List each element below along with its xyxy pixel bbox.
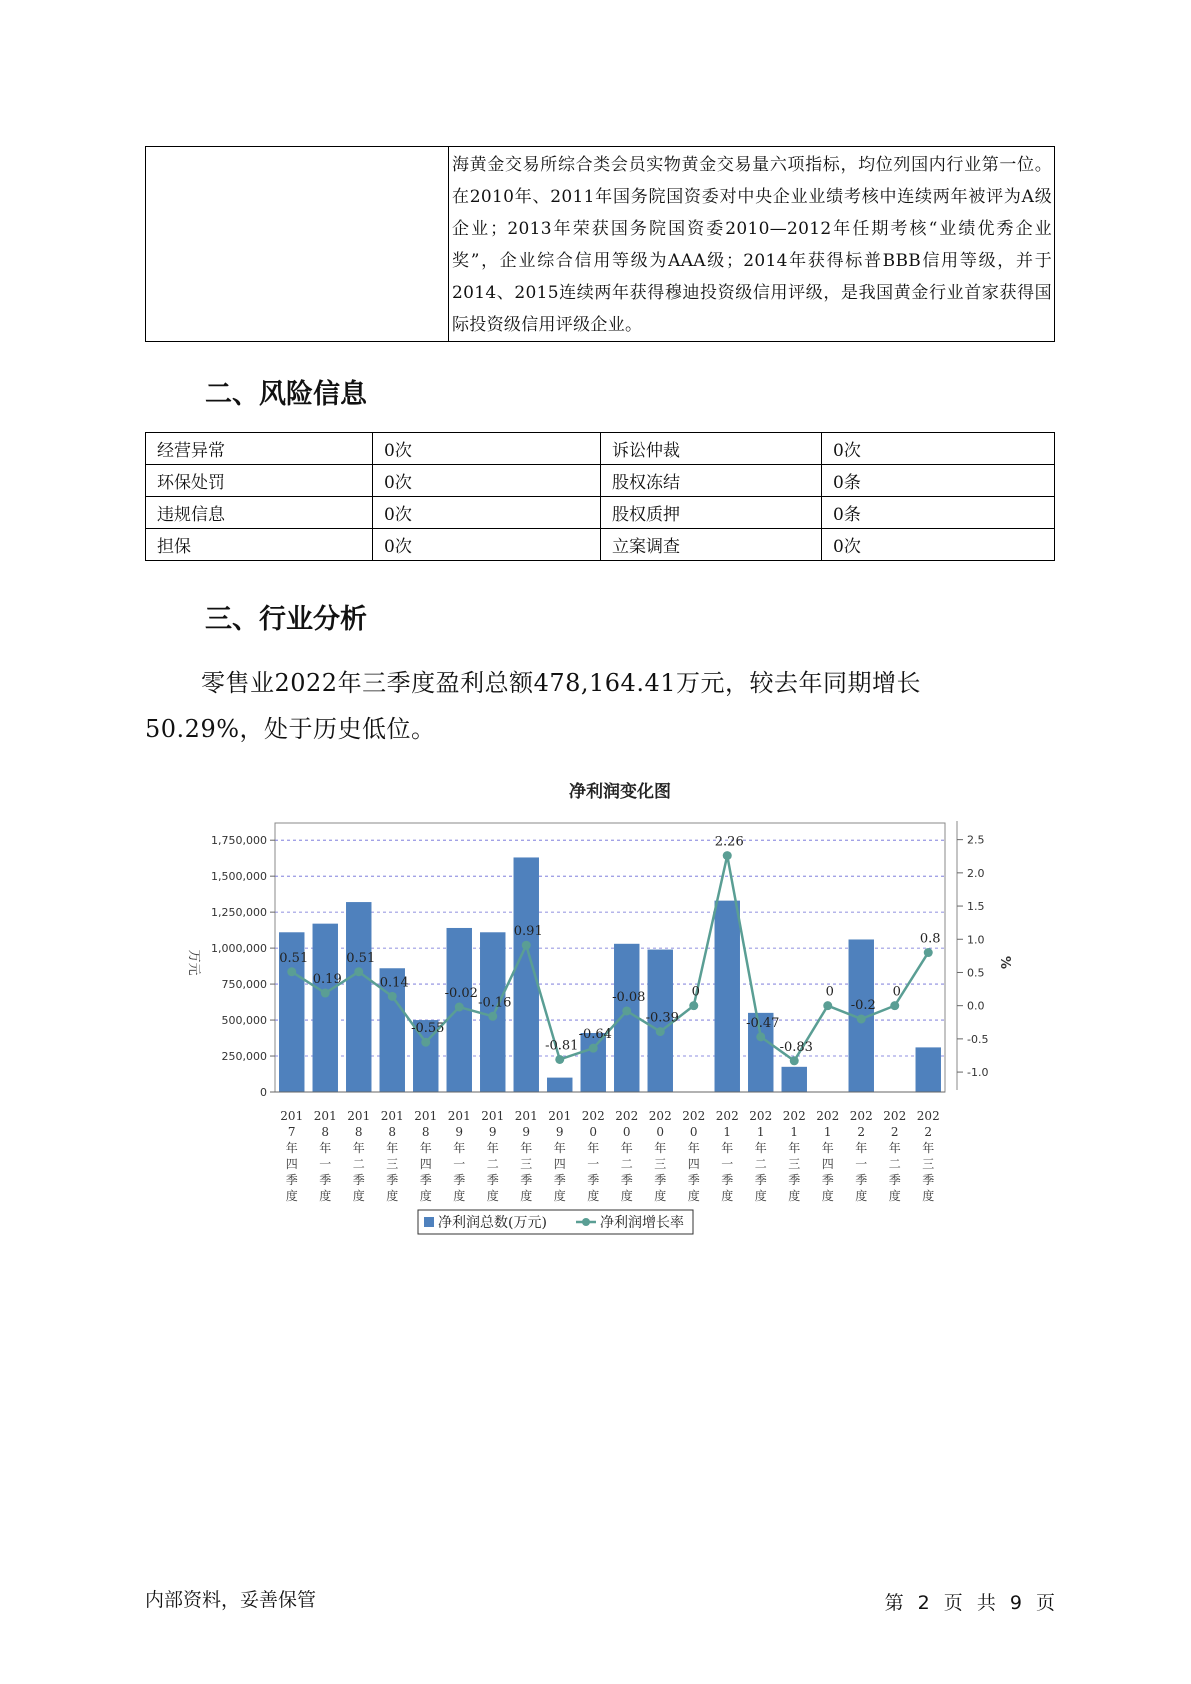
x-tick-label: 二 bbox=[352, 1157, 365, 1171]
risk-value: 0次 bbox=[822, 433, 1055, 465]
x-tick-label: 1 bbox=[823, 1125, 832, 1139]
x-tick-label: 度 bbox=[319, 1189, 332, 1203]
x-tick-label: 202 bbox=[682, 1109, 706, 1123]
x-tick-label: 度 bbox=[654, 1189, 667, 1203]
legend-bar-swatch bbox=[424, 1217, 434, 1227]
growth-data-label: -0.81 bbox=[545, 1038, 579, 1054]
x-tick-label: 季 bbox=[821, 1173, 834, 1187]
x-tick-label: 年 bbox=[587, 1141, 600, 1155]
x-tick-label: 度 bbox=[486, 1189, 499, 1203]
risk-value: 0次 bbox=[373, 497, 601, 529]
x-tick-label: 季 bbox=[888, 1173, 901, 1187]
x-tick-label: 1 bbox=[756, 1125, 765, 1139]
x-tick-label: 0 bbox=[656, 1125, 665, 1139]
growth-data-label: -0.55 bbox=[411, 1021, 445, 1037]
growth-data-label: 0 bbox=[825, 984, 834, 1000]
x-tick-label: 度 bbox=[754, 1189, 767, 1203]
growth-point bbox=[924, 948, 933, 957]
growth-data-label: -0.2 bbox=[850, 997, 876, 1013]
x-tick-label: 三 bbox=[520, 1157, 533, 1171]
x-tick-label: 年 bbox=[855, 1141, 868, 1155]
x-tick-label: 一 bbox=[319, 1157, 332, 1171]
x-tick-label: 年 bbox=[553, 1141, 566, 1155]
x-tick-label: 年 bbox=[285, 1141, 298, 1155]
x-tick-label: 8 bbox=[421, 1125, 430, 1139]
risk-row bbox=[146, 497, 1055, 529]
y-tick-label: 1,500,000 bbox=[211, 870, 267, 884]
x-tick-label: 季 bbox=[855, 1173, 868, 1187]
x-tick-label: 二 bbox=[486, 1157, 499, 1171]
x-tick-label: 三 bbox=[386, 1157, 399, 1171]
x-tick-label: 年 bbox=[888, 1141, 901, 1155]
growth-data-label: -0.47 bbox=[746, 1015, 780, 1031]
growth-point bbox=[321, 989, 330, 998]
bar bbox=[715, 901, 740, 1092]
x-tick-label: 年 bbox=[419, 1141, 432, 1155]
risk-value: 0次 bbox=[373, 529, 601, 561]
growth-point bbox=[488, 1012, 497, 1021]
growth-point bbox=[756, 1032, 765, 1041]
growth-point bbox=[857, 1014, 866, 1023]
risk-label: 违规信息 bbox=[146, 497, 373, 529]
x-tick-label: 0 bbox=[622, 1125, 631, 1139]
x-tick-label: 2 bbox=[924, 1125, 933, 1139]
growth-point bbox=[589, 1044, 598, 1053]
net-profit-chart bbox=[145, 770, 1045, 1240]
x-tick-label: 201 bbox=[481, 1109, 505, 1123]
x-tick-label: 202 bbox=[916, 1109, 940, 1123]
growth-point bbox=[388, 992, 397, 1001]
x-tick-label: 201 bbox=[280, 1109, 304, 1123]
risk-value: 0条 bbox=[822, 465, 1055, 497]
x-tick-label: 度 bbox=[721, 1189, 734, 1203]
x-tick-label: 季 bbox=[386, 1173, 399, 1187]
risk-label: 经营异常 bbox=[146, 433, 373, 465]
x-tick-label: 201 bbox=[414, 1109, 438, 1123]
x-tick-label: 三 bbox=[654, 1157, 667, 1171]
x-tick-label: 201 bbox=[313, 1109, 337, 1123]
x-tick-label: 季 bbox=[520, 1173, 533, 1187]
x-tick-label: 一 bbox=[453, 1157, 466, 1171]
x-tick-label: 9 bbox=[455, 1125, 464, 1139]
x-tick-label: 7 bbox=[287, 1125, 296, 1139]
growth-point bbox=[421, 1038, 430, 1047]
x-tick-label: 年 bbox=[453, 1141, 466, 1155]
x-tick-label: 季 bbox=[922, 1173, 935, 1187]
x-tick-label: 二 bbox=[620, 1157, 633, 1171]
x-tick-label: 季 bbox=[285, 1173, 298, 1187]
x-tick-label: 201 bbox=[447, 1109, 471, 1123]
x-tick-label: 年 bbox=[754, 1141, 767, 1155]
x-tick-label: 季 bbox=[654, 1173, 667, 1187]
bar bbox=[782, 1067, 807, 1092]
x-tick-label: 季 bbox=[453, 1173, 466, 1187]
section-risk-title: 二、风险信息 bbox=[205, 379, 367, 410]
x-tick-label: 季 bbox=[486, 1173, 499, 1187]
x-tick-label: 度 bbox=[821, 1189, 834, 1203]
x-tick-label: 四 bbox=[285, 1157, 298, 1171]
x-tick-label: 0 bbox=[689, 1125, 698, 1139]
y2-tick-label: -1.0 bbox=[967, 1066, 989, 1080]
y2-tick-label: -0.5 bbox=[967, 1032, 989, 1046]
x-tick-label: 202 bbox=[816, 1109, 840, 1123]
legend-line-label: 净利润增长率 bbox=[600, 1215, 684, 1231]
x-tick-label: 年 bbox=[486, 1141, 499, 1155]
y-tick-label: 750,000 bbox=[221, 978, 267, 992]
growth-point bbox=[790, 1056, 799, 1065]
x-tick-label: 201 bbox=[548, 1109, 572, 1123]
x-tick-label: 年 bbox=[654, 1141, 667, 1155]
x-tick-label: 年 bbox=[922, 1141, 935, 1155]
x-tick-label: 年 bbox=[386, 1141, 399, 1155]
y2-tick-label: 1.0 bbox=[967, 933, 985, 947]
x-tick-label: 201 bbox=[514, 1109, 538, 1123]
x-tick-label: 9 bbox=[522, 1125, 531, 1139]
risk-value: 0次 bbox=[822, 529, 1055, 561]
growth-data-label: -0.02 bbox=[444, 985, 478, 1001]
growth-data-label: -0.16 bbox=[478, 995, 512, 1011]
legend-bar-label: 净利润总数(万元) bbox=[438, 1215, 547, 1231]
x-tick-label: 年 bbox=[821, 1141, 834, 1155]
risk-info-table bbox=[145, 432, 1055, 561]
x-tick-label: 度 bbox=[855, 1189, 868, 1203]
bar bbox=[916, 1047, 941, 1092]
risk-value: 0次 bbox=[373, 433, 601, 465]
growth-data-label: -0.64 bbox=[578, 1027, 612, 1043]
x-tick-label: 一 bbox=[855, 1157, 868, 1171]
x-tick-label: 202 bbox=[883, 1109, 907, 1123]
x-tick-label: 度 bbox=[788, 1189, 801, 1203]
profile-label-cell bbox=[146, 147, 449, 342]
x-tick-label: 四 bbox=[419, 1157, 432, 1171]
x-tick-label: 2 bbox=[857, 1125, 866, 1139]
x-tick-label: 度 bbox=[587, 1189, 600, 1203]
x-tick-label: 8 bbox=[321, 1125, 330, 1139]
growth-point bbox=[555, 1055, 564, 1064]
x-tick-label: 度 bbox=[352, 1189, 365, 1203]
risk-label: 股权质押 bbox=[601, 497, 822, 529]
y-tick-label: 1,750,000 bbox=[211, 834, 267, 848]
bar bbox=[313, 924, 338, 1092]
x-tick-label: 202 bbox=[648, 1109, 672, 1123]
risk-value: 0次 bbox=[373, 465, 601, 497]
risk-row bbox=[146, 465, 1055, 497]
x-tick-label: 季 bbox=[788, 1173, 801, 1187]
growth-point bbox=[622, 1006, 631, 1015]
growth-data-label: -0.83 bbox=[779, 1039, 813, 1055]
x-tick-label: 年 bbox=[687, 1141, 700, 1155]
x-tick-label: 二 bbox=[754, 1157, 767, 1171]
growth-point bbox=[455, 1002, 464, 1011]
plot-frame bbox=[275, 823, 945, 1092]
x-tick-label: 0 bbox=[589, 1125, 598, 1139]
growth-point bbox=[522, 941, 531, 950]
risk-label: 诉讼仲裁 bbox=[601, 433, 822, 465]
x-tick-label: 年 bbox=[620, 1141, 633, 1155]
y-tick-label: 250,000 bbox=[221, 1050, 267, 1064]
growth-point bbox=[287, 967, 296, 976]
x-tick-label: 202 bbox=[849, 1109, 873, 1123]
x-tick-label: 202 bbox=[615, 1109, 639, 1123]
x-tick-label: 201 bbox=[380, 1109, 404, 1123]
company-profile-table bbox=[145, 146, 1055, 342]
x-tick-label: 9 bbox=[488, 1125, 497, 1139]
industry-analysis-paragraph: 零售业2022年三季度盈利总额478,164.41万元，较去年同期增长50.29%，处于历史低位。 bbox=[145, 669, 921, 743]
x-tick-label: 1 bbox=[723, 1125, 732, 1139]
x-tick-label: 9 bbox=[555, 1125, 564, 1139]
x-tick-label: 度 bbox=[888, 1189, 901, 1203]
x-tick-label: 8 bbox=[388, 1125, 397, 1139]
y-tick-label: 1,000,000 bbox=[211, 942, 267, 956]
x-tick-label: 季 bbox=[754, 1173, 767, 1187]
x-tick-label: 年 bbox=[721, 1141, 734, 1155]
x-tick-label: 度 bbox=[620, 1189, 633, 1203]
x-tick-label: 年 bbox=[319, 1141, 332, 1155]
growth-point bbox=[723, 851, 732, 860]
x-tick-label: 三 bbox=[922, 1157, 935, 1171]
growth-data-label: 0 bbox=[691, 984, 700, 1000]
y-tick-label: 1,250,000 bbox=[211, 906, 267, 920]
growth-data-label: 0.51 bbox=[346, 950, 376, 966]
y2-tick-label: 0.5 bbox=[967, 966, 985, 980]
x-tick-label: 一 bbox=[587, 1157, 600, 1171]
bar bbox=[547, 1078, 572, 1092]
growth-data-label: 2.26 bbox=[714, 834, 744, 850]
x-tick-label: 季 bbox=[687, 1173, 700, 1187]
x-tick-label: 201 bbox=[347, 1109, 371, 1123]
y-tick-label: 0 bbox=[260, 1086, 267, 1099]
x-tick-label: 1 bbox=[790, 1125, 799, 1139]
growth-point bbox=[823, 1001, 832, 1010]
x-tick-label: 度 bbox=[419, 1189, 432, 1203]
legend-line-marker bbox=[582, 1218, 590, 1226]
growth-data-label: 0.91 bbox=[513, 924, 543, 940]
x-tick-label: 202 bbox=[581, 1109, 605, 1123]
risk-row bbox=[146, 433, 1055, 465]
x-tick-label: 季 bbox=[352, 1173, 365, 1187]
risk-value: 0条 bbox=[822, 497, 1055, 529]
risk-label: 环保处罚 bbox=[146, 465, 373, 497]
x-tick-label: 季 bbox=[419, 1173, 432, 1187]
x-tick-label: 度 bbox=[386, 1189, 399, 1203]
chart-title: 净利润变化图 bbox=[569, 782, 671, 802]
growth-point bbox=[354, 967, 363, 976]
growth-data-label: 0.14 bbox=[379, 975, 409, 991]
x-tick-label: 年 bbox=[520, 1141, 533, 1155]
x-tick-label: 8 bbox=[354, 1125, 363, 1139]
x-tick-label: 四 bbox=[553, 1157, 566, 1171]
risk-label: 立案调查 bbox=[601, 529, 822, 561]
x-tick-label: 二 bbox=[888, 1157, 901, 1171]
y-axis-label: 万元 bbox=[186, 949, 201, 976]
y2-tick-label: 0.0 bbox=[967, 999, 985, 1013]
x-tick-label: 度 bbox=[285, 1189, 298, 1203]
risk-row bbox=[146, 529, 1055, 561]
x-tick-label: 年 bbox=[788, 1141, 801, 1155]
risk-label: 担保 bbox=[146, 529, 373, 561]
bar bbox=[346, 902, 371, 1092]
y2-tick-label: 2.0 bbox=[967, 866, 985, 880]
y2-tick-label: 2.5 bbox=[967, 833, 985, 847]
x-tick-label: 度 bbox=[922, 1189, 935, 1203]
footer-confidential: 内部资料，妥善保管 bbox=[145, 1589, 317, 1611]
growth-data-label: 0 bbox=[892, 984, 901, 1000]
risk-label: 股权冻结 bbox=[601, 465, 822, 497]
x-tick-label: 度 bbox=[520, 1189, 533, 1203]
x-tick-label: 季 bbox=[319, 1173, 332, 1187]
growth-data-label: 0.19 bbox=[312, 972, 342, 988]
growth-point bbox=[890, 1001, 899, 1010]
growth-point bbox=[656, 1027, 665, 1036]
x-tick-label: 度 bbox=[553, 1189, 566, 1203]
x-tick-label: 四 bbox=[821, 1157, 834, 1171]
x-tick-label: 三 bbox=[788, 1157, 801, 1171]
x-tick-label: 年 bbox=[352, 1141, 365, 1155]
x-tick-label: 度 bbox=[453, 1189, 466, 1203]
x-tick-label: 四 bbox=[687, 1157, 700, 1171]
y2-axis-label: % bbox=[997, 955, 1012, 970]
x-tick-label: 一 bbox=[721, 1157, 734, 1171]
x-tick-label: 202 bbox=[715, 1109, 739, 1123]
growth-data-label: -0.08 bbox=[612, 989, 646, 1005]
profile-text-cell: 海黄金交易所综合类会员实物黄金交易量六项指标，均位列国内行业第一位。在2010年、2011年国务院国资委对中央企业业绩考核中连续两年被评为A级企业；2013年荣获国务院国资委2010—2012年任期考核“业绩优秀企业奖”，企业综合信用等级为AAA级；2014年获得标普BBB信用等级，并于2014、2015连续两年获得穆迪投资级信用评级，是我国黄金行业首家获得国际投资级信用评级企业。 bbox=[449, 147, 1055, 342]
footer-page-number: 第 2 页 共 9 页 bbox=[884, 1592, 1055, 1614]
y-tick-label: 500,000 bbox=[221, 1014, 267, 1028]
x-tick-label: 季 bbox=[620, 1173, 633, 1187]
x-tick-label: 季 bbox=[587, 1173, 600, 1187]
x-tick-label: 季 bbox=[553, 1173, 566, 1187]
section-industry-title: 三、行业分析 bbox=[205, 604, 367, 635]
growth-point bbox=[689, 1001, 698, 1010]
x-tick-label: 202 bbox=[782, 1109, 806, 1123]
x-tick-label: 度 bbox=[687, 1189, 700, 1203]
x-tick-label: 季 bbox=[721, 1173, 734, 1187]
growth-data-label: 0.51 bbox=[279, 950, 309, 966]
x-tick-label: 202 bbox=[749, 1109, 773, 1123]
growth-data-label: 0.8 bbox=[919, 931, 941, 947]
x-tick-label: 2 bbox=[890, 1125, 899, 1139]
growth-data-label: -0.39 bbox=[645, 1010, 679, 1026]
y2-tick-label: 1.5 bbox=[967, 900, 985, 914]
